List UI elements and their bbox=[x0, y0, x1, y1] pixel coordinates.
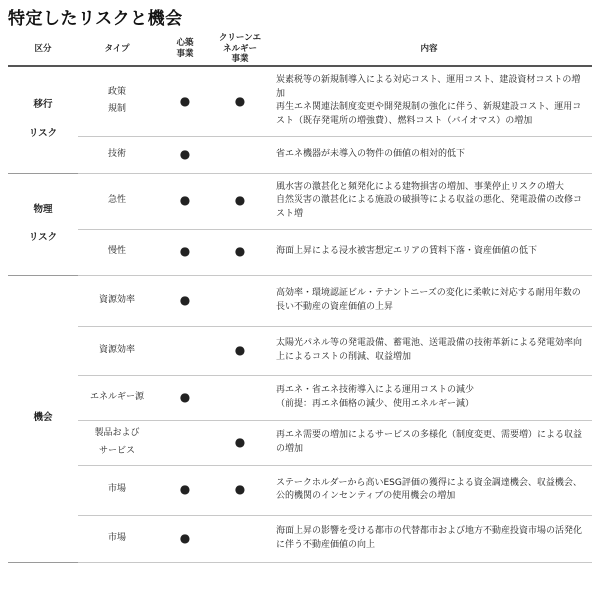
content-cell: 海面上昇による浸水被害想定エリアの賃料下落・資産価値の低下 bbox=[266, 229, 592, 275]
ready-mixed-mark bbox=[156, 326, 214, 375]
ready-mixed-mark: ● bbox=[156, 173, 214, 229]
table-row bbox=[8, 375, 592, 420]
content-cell: 太陽光パネル等の発電設備、蓄電池、送電設備の技術革新による発電効率向上によるコストの削減、収益増加 bbox=[266, 326, 592, 375]
table-header-row bbox=[8, 33, 592, 66]
type-cell: エネルギー源 bbox=[78, 375, 156, 420]
content-cell: 炭素税等の新規制導入による対応コスト、運用コスト、建設資材コストの増加 再生エネ関連法制度変更や開発規制の強化に伴う、新規建設コスト、運用コスト（既存発電所の増強費）、燃料コスト（バイオマス）の増加 bbox=[266, 66, 592, 136]
clean-energy-mark bbox=[214, 136, 266, 173]
type-cell: 技術 bbox=[78, 136, 156, 173]
table-row bbox=[8, 515, 592, 562]
content-cell: 高効率・環境認証ビル・テナントニーズの変化に柔軟に対応する耐用年数の長い不動産の資産価値の上昇 bbox=[266, 275, 592, 326]
header-type: タイプ bbox=[78, 33, 156, 66]
page-title: 特定したリスクと機会 bbox=[8, 9, 183, 29]
table-row bbox=[8, 229, 592, 275]
content-cell: 再エネ需要の増加によるサービスの多様化（制度変更、需要増）による収益の増加 bbox=[266, 420, 592, 465]
type-cell: 慢性 bbox=[78, 229, 156, 275]
header-category: 区分 bbox=[8, 33, 78, 66]
ready-mixed-mark: ● bbox=[156, 275, 214, 326]
ready-mixed-mark bbox=[156, 420, 214, 465]
ready-mixed-mark: ● bbox=[156, 229, 214, 275]
content-cell: ステークホルダーから高いESG評価の獲得による資金調達機会、収益機会、公的機関のインセンティブの使用機会の増加 bbox=[266, 465, 592, 515]
content-cell: 風水害の激甚化と頻発化による建物損害の増加、事業停止リスクの増大 自然災害の激甚化による施設の破損等による収益の悪化、発電設備の改修コスト増 bbox=[266, 173, 592, 229]
table-row bbox=[8, 465, 592, 515]
clean-energy-mark bbox=[214, 375, 266, 420]
table-row bbox=[8, 420, 592, 465]
category-cell: 移行 リスク bbox=[8, 66, 78, 173]
clean-energy-mark: ● bbox=[214, 173, 266, 229]
content-cell: 再エネ・省エネ技術導入による運用コストの減少 （前提：再エネ価格の減少、使用エネルギー減） bbox=[266, 375, 592, 420]
content-cell: 省エネ機器が未導入の物件の価値の相対的低下 bbox=[266, 136, 592, 173]
clean-energy-mark bbox=[214, 515, 266, 562]
clean-energy-mark: ● bbox=[214, 229, 266, 275]
type-cell: 市場 bbox=[78, 465, 156, 515]
type-cell: 資源効率 bbox=[78, 326, 156, 375]
table-row bbox=[8, 66, 592, 136]
ready-mixed-mark: ● bbox=[156, 66, 214, 136]
clean-energy-mark: ● bbox=[214, 465, 266, 515]
risk-opportunity-table bbox=[8, 33, 592, 563]
category-cell: 機会 bbox=[8, 275, 78, 562]
clean-energy-mark: ● bbox=[214, 66, 266, 136]
table-row bbox=[8, 173, 592, 229]
header-content: 内容 bbox=[266, 33, 592, 66]
ready-mixed-mark: ● bbox=[156, 515, 214, 562]
type-cell: 資源効率 bbox=[78, 275, 156, 326]
type-cell: 製品および サービス bbox=[78, 420, 156, 465]
type-cell: 市場 bbox=[78, 515, 156, 562]
table-row bbox=[8, 275, 592, 326]
clean-energy-mark bbox=[214, 275, 266, 326]
table-row bbox=[8, 326, 592, 375]
ready-mixed-mark: ● bbox=[156, 465, 214, 515]
type-cell: 政策 規制 bbox=[78, 66, 156, 136]
table-body bbox=[8, 66, 592, 562]
header-clean-energy: クリーンエ ネルギー 事業 bbox=[214, 33, 266, 66]
header-ready-mixed: 心築 事業 bbox=[156, 33, 214, 66]
table-row bbox=[8, 136, 592, 173]
clean-energy-mark: ● bbox=[214, 420, 266, 465]
clean-energy-mark: ● bbox=[214, 326, 266, 375]
ready-mixed-mark: ● bbox=[156, 375, 214, 420]
content-cell: 海面上昇の影響を受ける都市の代替都市および地方不動産投資市場の活発化に伴う不動産価値の向上 bbox=[266, 515, 592, 562]
type-cell: 急性 bbox=[78, 173, 156, 229]
ready-mixed-mark: ● bbox=[156, 136, 214, 173]
category-cell: 物理 リスク bbox=[8, 173, 78, 275]
